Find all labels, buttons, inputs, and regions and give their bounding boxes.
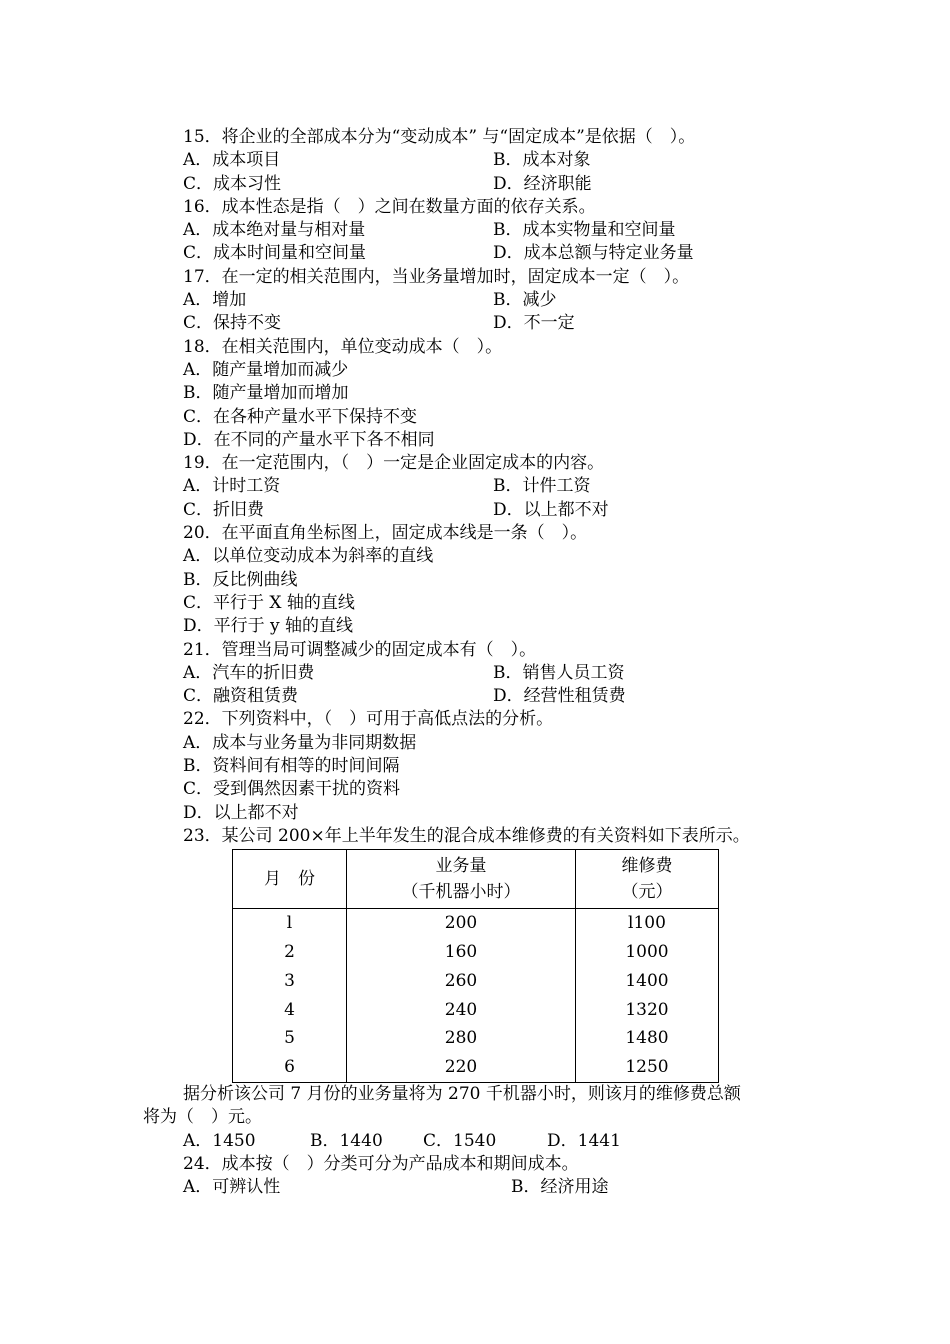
table-row (233, 967, 719, 996)
header-cost-unit: （元） (621, 882, 673, 903)
header-volume-unit: （千机器小时） (401, 882, 521, 903)
option-row (183, 1176, 823, 1199)
question-paragraph-cont: 将为（ ）元。 (143, 1107, 262, 1128)
option: A．增加 (183, 290, 247, 311)
option: D．平行于 y 轴的直线 (183, 616, 354, 637)
option: A．成本项目 (183, 150, 281, 171)
header-volume (347, 850, 576, 909)
option: D．1441 (547, 1130, 621, 1151)
header-volume-title: 业务量 (435, 856, 487, 877)
question-stem: 18．在相关范围内，单位变动成本（ ）。 (183, 336, 503, 357)
option-row (183, 149, 823, 172)
data-table (232, 849, 719, 1083)
option: C．受到偶然因素干扰的资料 (183, 779, 401, 800)
option: B．1440 (310, 1130, 383, 1151)
cell-month: 5 (233, 1024, 347, 1053)
cell-month: l (233, 909, 347, 938)
option: A．成本与业务量为非同期数据 (183, 732, 417, 753)
question-stem: 21．管理当局可调整减少的固定成本有（ ）。 (183, 639, 537, 660)
option-row (183, 475, 823, 498)
option: B．计件工资 (493, 476, 591, 497)
cell-cost: l100 (628, 913, 666, 934)
table-row (233, 1053, 719, 1082)
question-list (143, 126, 823, 1199)
cell-month: 4 (233, 996, 347, 1025)
option: C．成本习性 (183, 173, 282, 194)
option: B．反比例曲线 (183, 569, 298, 590)
option: A．随产量增加而减少 (183, 359, 349, 380)
option-row (183, 242, 823, 265)
table-row (233, 996, 719, 1025)
option: A．可辨认性 (183, 1177, 281, 1198)
option-row (183, 499, 823, 522)
option-row (183, 685, 823, 708)
header-cost-title: 维修费 (621, 856, 673, 877)
option-row (183, 662, 823, 685)
option: D．以上都不对 (493, 499, 609, 520)
question-stem: 23．某公司 200×年上半年发生的混合成本维修费的有关资料如下表所示。 (183, 825, 750, 846)
option: C．在各种产量水平下保持不变 (183, 406, 418, 427)
option: D．在不同的产量水平下各不相同 (183, 429, 435, 450)
cell-cost: 1250 (625, 1057, 669, 1078)
option: B．成本实物量和空间量 (493, 220, 676, 241)
question-stem: 20．在平面直角坐标图上，固定成本线是一条（ ）。 (183, 523, 588, 544)
option-row (183, 1130, 823, 1153)
option: C．融资租赁费 (183, 686, 299, 707)
option: A．计时工资 (183, 476, 281, 497)
option: B．资料间有相等的时间间隔 (183, 756, 400, 777)
table-row (233, 1024, 719, 1053)
question-stem: 16．成本性态是指（ ）之间在数量方面的依存关系。 (183, 196, 596, 217)
table-header-row (233, 850, 719, 909)
maintenance-cost-table (232, 849, 823, 1083)
question-paragraph: 据分析该公司 7 月份的业务量将为 270 千机器小时，则该月的维修费总额 (183, 1083, 741, 1104)
option: A．以单位变动成本为斜率的直线 (183, 546, 434, 567)
cell-volume: 260 (347, 967, 576, 996)
option: B．成本对象 (493, 150, 591, 171)
option: D．经营性租赁费 (493, 686, 626, 707)
question-stem: 19．在一定范围内，（ ）一定是企业固定成本的内容。 (183, 453, 605, 474)
cell-volume: 200 (347, 909, 576, 938)
question-stem: 24．成本按（ ）分类可分为产品成本和期间成本。 (183, 1153, 579, 1174)
cell-volume: 220 (347, 1053, 576, 1082)
option: D．成本总额与特定业务量 (493, 243, 694, 264)
table-row (233, 909, 719, 938)
cell-cost: 1400 (625, 970, 669, 991)
option: A．汽车的折旧费 (183, 662, 315, 683)
option: A．1450 (183, 1130, 256, 1151)
question-stem: 17．在一定的相关范围内，当业务量增加时，固定成本一定（ ）。 (183, 266, 690, 287)
cell-month: 6 (233, 1053, 347, 1082)
cell-cost: 1000 (625, 942, 669, 962)
question-stem: 22．下列资料中，（ ）可用于高低点法的分析。 (183, 709, 554, 730)
cell-volume: 240 (347, 996, 576, 1025)
cell-month: 2 (233, 938, 347, 967)
option: B．经济用途 (511, 1177, 609, 1198)
option: B．减少 (493, 290, 557, 311)
header-month: 月 份 (233, 850, 347, 909)
option: C．折旧费 (183, 499, 265, 520)
question-stem: 15．将企业的全部成本分为“变动成本” 与“固定成本”是依据（ ）。 (183, 127, 696, 147)
option: B．销售人员工资 (493, 662, 625, 683)
option: A．成本绝对量与相对量 (183, 220, 366, 241)
option-row (183, 173, 823, 196)
option-row (183, 219, 823, 242)
option: C．保持不变 (183, 313, 282, 334)
option: D．不一定 (493, 313, 575, 334)
option-row (183, 312, 823, 335)
option: C．平行于 X 轴的直线 (183, 592, 355, 613)
option: B．随产量增加而增加 (183, 383, 349, 404)
option: D．经济职能 (493, 173, 592, 194)
cell-volume: 160 (347, 938, 576, 967)
cell-volume: 280 (347, 1024, 576, 1053)
header-cost (576, 850, 719, 909)
option-row (183, 289, 823, 312)
cell-month: 3 (233, 967, 347, 996)
option: C．成本时间量和空间量 (183, 243, 367, 264)
option: D．以上都不对 (183, 802, 299, 823)
cell-cost: 1480 (625, 1028, 669, 1049)
table-row (233, 938, 719, 967)
option: C．1540 (423, 1130, 497, 1151)
cell-cost: 1320 (625, 999, 669, 1020)
